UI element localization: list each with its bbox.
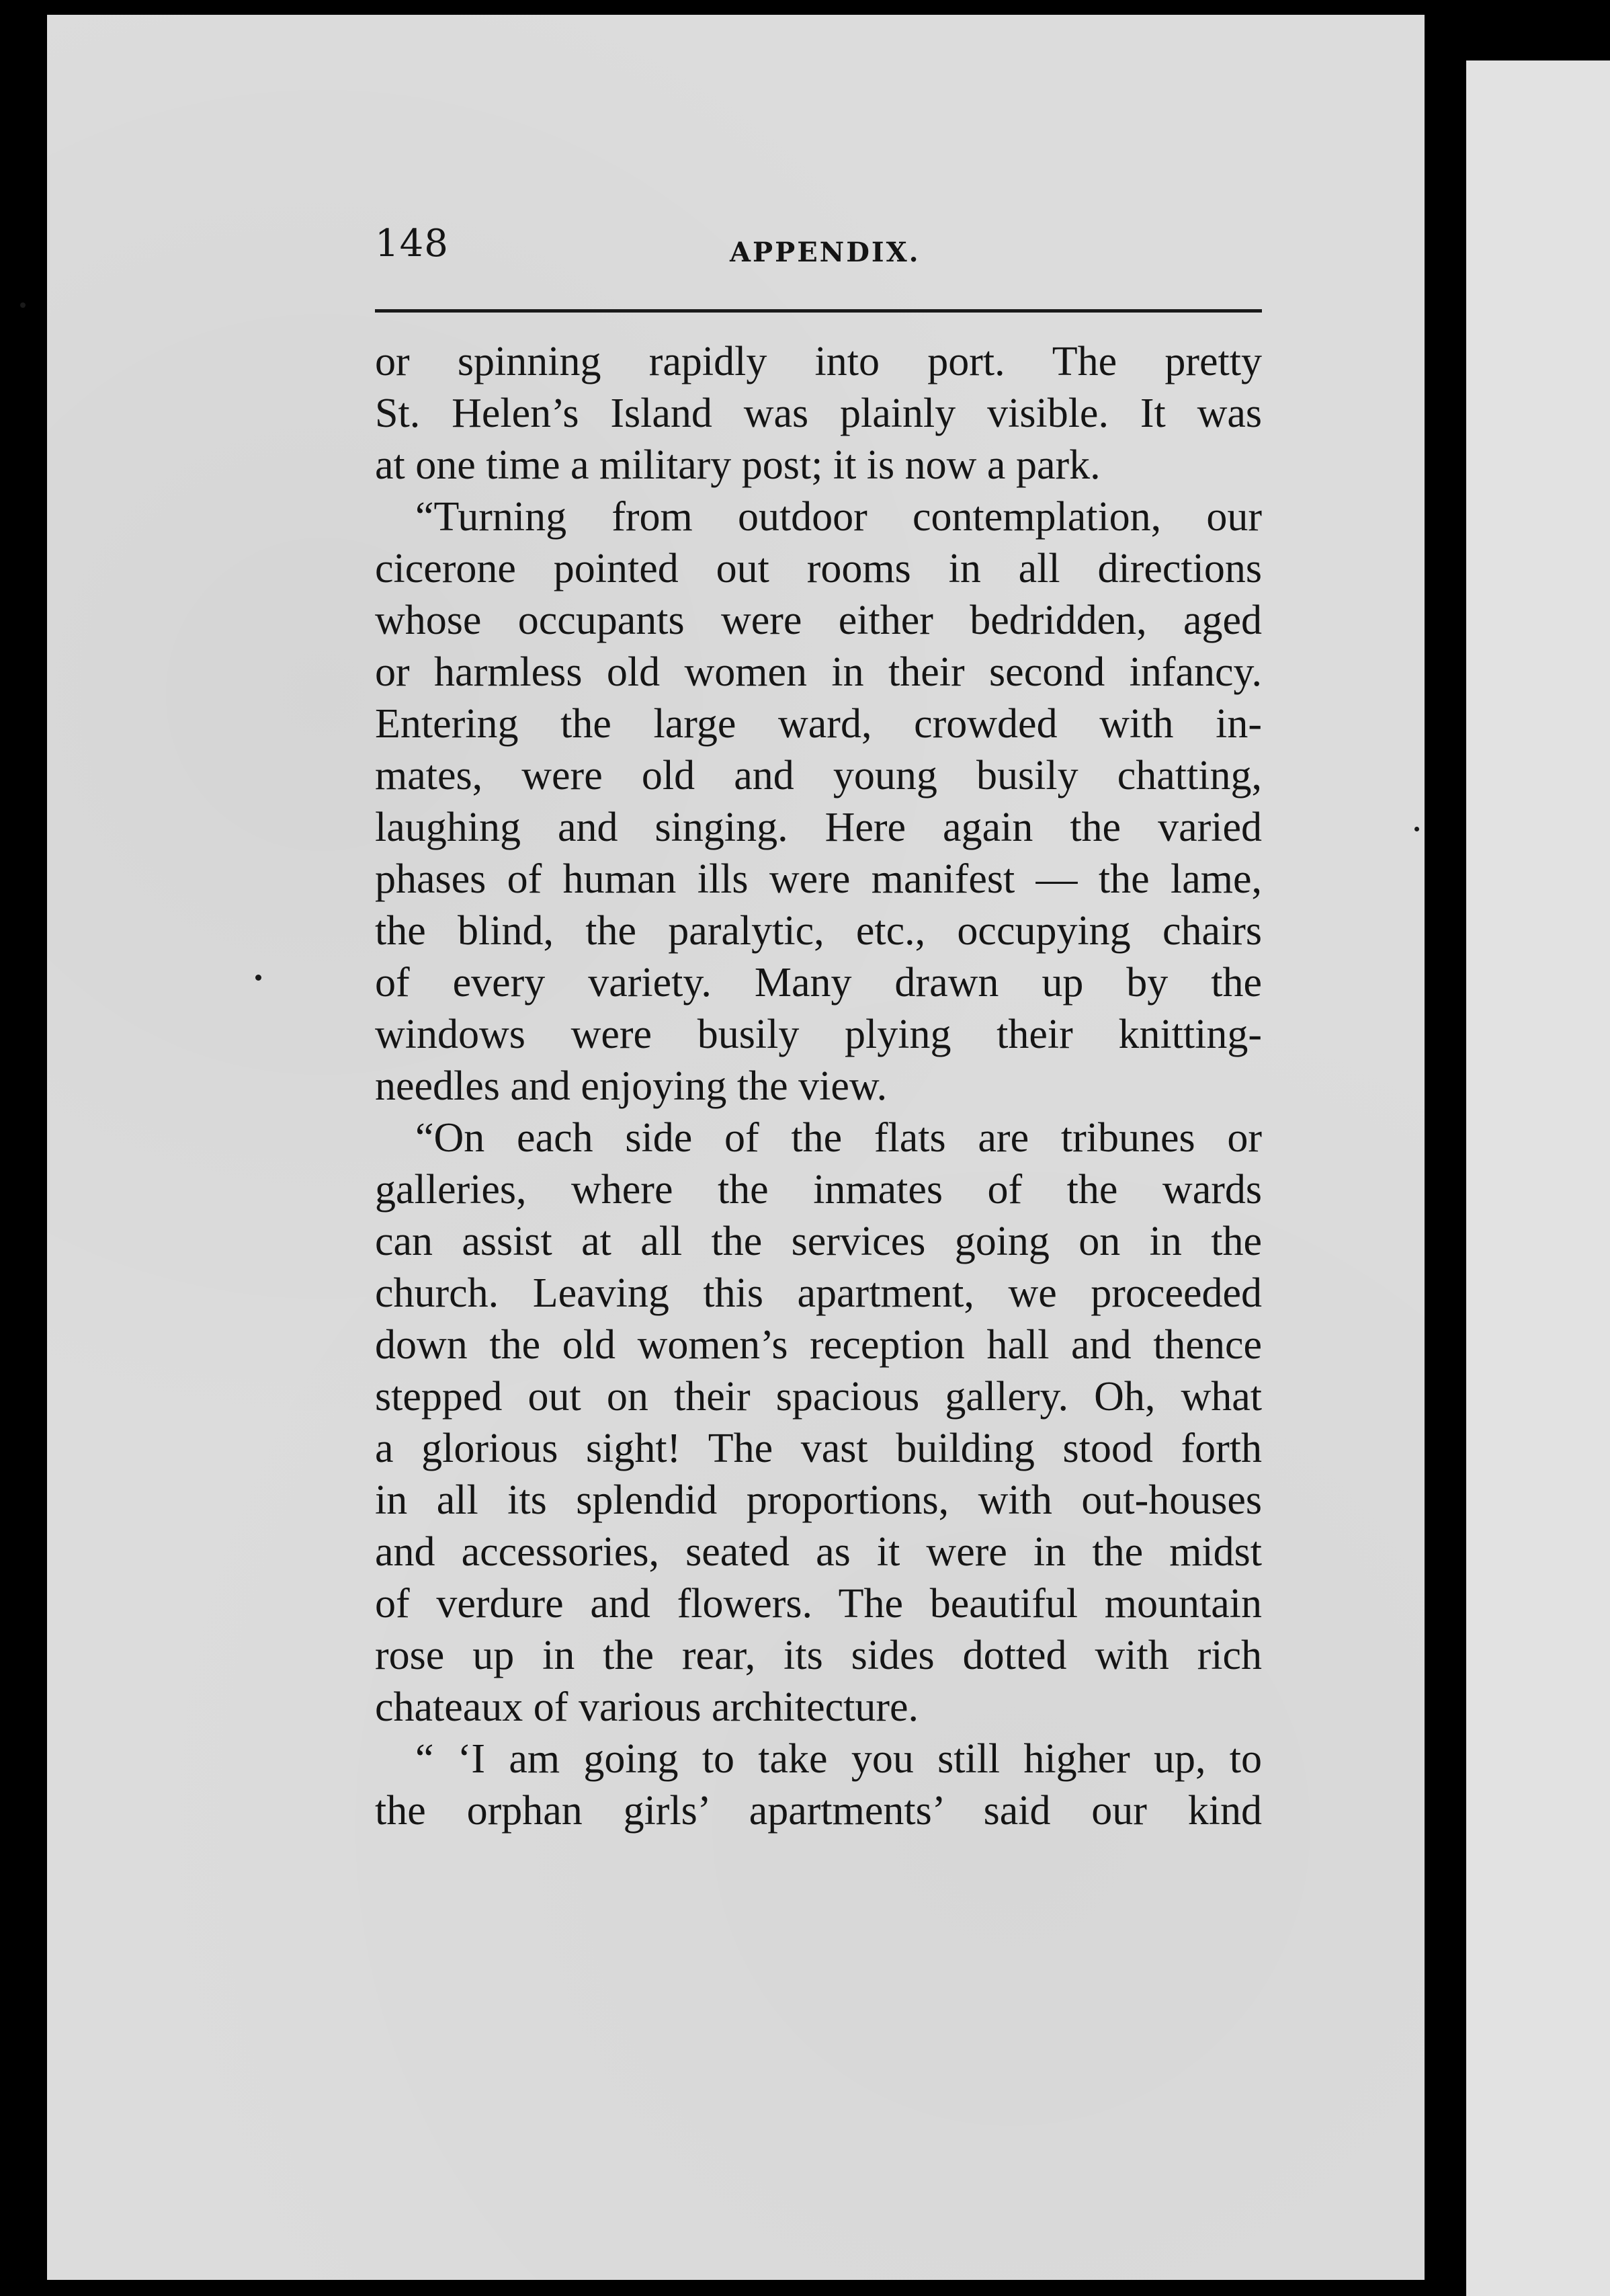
page-header	[375, 222, 1262, 276]
text-line: a glorious sight! The vast building stood forth	[375, 1426, 1262, 1471]
running-head: APPENDIX.	[730, 237, 921, 268]
text-line: rose up in the rear, its sides dotted with rich	[375, 1633, 1262, 1678]
text-line: needles and enjoying the view.	[375, 1063, 888, 1109]
paragraph	[375, 1733, 1262, 1837]
paragraph	[375, 336, 1262, 491]
adjacent-page-edge	[1466, 54, 1610, 2296]
text-line: cicerone pointed out rooms in all directions	[375, 546, 1262, 591]
text-line: and accessories, seated as it were in the midst	[375, 1529, 1262, 1575]
text-line: of verdure and flowers. The beautiful mountain	[375, 1581, 1262, 1627]
text-line: in all its splendid proportions, with out-houses	[375, 1477, 1262, 1523]
text-line: whose occupants were either bedridden, aged	[375, 598, 1262, 643]
text-line: or harmless old women in their second infancy.	[375, 649, 1262, 695]
text-line: laughing and singing. Here again the varied	[375, 805, 1262, 850]
body-text	[375, 336, 1262, 1837]
paragraph	[375, 1112, 1262, 1733]
text-line: the blind, the paralytic, etc., occupying chairs	[375, 908, 1262, 954]
text-line: mates, were old and young busily chatting,	[375, 753, 1262, 798]
text-line: the orphan girls’ apartments’ said our kind	[375, 1788, 1262, 1834]
text-line: “Turning from outdoor contemplation, our	[415, 494, 1262, 540]
text-line: phases of human ills were manifest — the lame,	[375, 856, 1262, 902]
scan-speck	[20, 302, 26, 308]
page-number: 148	[375, 222, 449, 265]
text-line: down the old women’s reception hall and thence	[375, 1322, 1262, 1368]
scan-border	[1451, 0, 1610, 60]
text-line: Entering the large ward, crowded with in-	[375, 701, 1262, 747]
text-line: church. Leaving this apartment, we proceeded	[375, 1270, 1262, 1316]
text-line: “On each side of the flats are tribunes or	[415, 1115, 1262, 1161]
text-line: chateaux of various architecture.	[375, 1684, 919, 1730]
text-line: stepped out on their spacious gallery. Oh, what	[375, 1374, 1262, 1420]
header-rule	[375, 309, 1262, 313]
text-line: at one time a military post; it is now a park.	[375, 442, 1101, 488]
scan-speck	[1414, 827, 1419, 831]
text-line: St. Helen’s Island was plainly visible. It was	[375, 391, 1262, 436]
scan-speck	[255, 975, 261, 981]
text-line: can assist at all the services going on in the	[375, 1219, 1262, 1264]
text-line: windows were busily plying their knitting-	[375, 1012, 1262, 1057]
text-line: or spinning rapidly into port. The pretty	[375, 339, 1262, 384]
paragraph	[375, 491, 1262, 1112]
text-line: “ ‘I am going to take you still higher up, to	[415, 1736, 1262, 1782]
text-line: of every variety. Many drawn up by the	[375, 960, 1262, 1006]
text-line: galleries, where the inmates of the wards	[375, 1167, 1262, 1213]
